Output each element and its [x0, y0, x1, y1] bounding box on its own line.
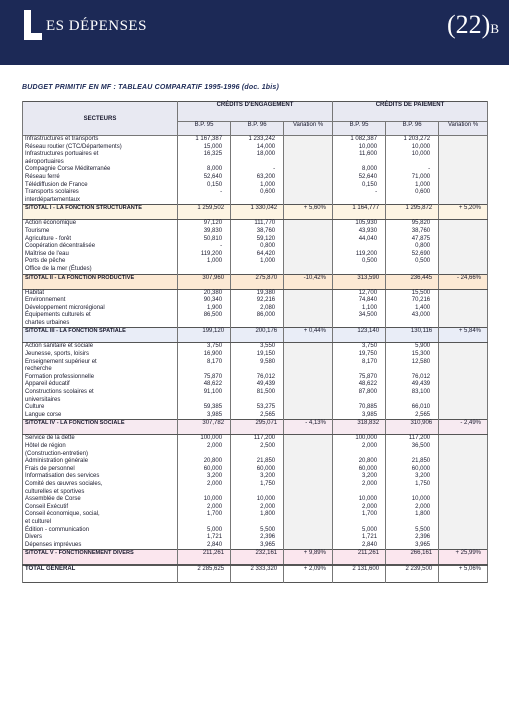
subtotal-evar: -10,42% [284, 274, 333, 289]
section-5-e96: 117,200 2,500 21,850 60,000 3,200 1,750 10,000 2,000 1,800 5,500 2,396 3,965 [231, 435, 284, 550]
budget-table [22, 101, 488, 583]
subtotal-pvar: - 24,66% [439, 274, 488, 289]
section-3-e95: 20,380 90,340 1,900 86,500 [177, 289, 230, 328]
subtotal-e96: 232,161 [231, 550, 284, 565]
section-1-p96: 1 203,272 10,000 10,000 - 71,000 1,000 0,600 [386, 136, 439, 205]
header-e-bp96: B.P. 96 [231, 122, 284, 136]
section-2-p95: 105,930 43,930 44,040 119,200 0,500 [332, 220, 385, 274]
section-2-p96: 95,820 38,760 47,875 0,800 52,690 0,500 [386, 220, 439, 274]
subtotal-p96: 130,116 [386, 328, 439, 343]
section-3-rows [23, 289, 488, 328]
subtotal-pvar: + 5,20% [439, 205, 488, 220]
subtotal-p95: 1 164,777 [332, 205, 385, 220]
total-pvar: + 5,06% [439, 565, 488, 583]
subtotal-label: S/TOTAL IV - LA FONCTION SOCIALE [23, 420, 178, 435]
section-4-e95: 3,750 16,900 8,170 75,870 48,622 91,100 59,385 3,985 [177, 343, 230, 420]
document-title: BUDGET PRIMITIF EN MF : TABLEAU COMPARATIF 1995-1996 (doc. 1bis) [22, 84, 280, 91]
total-e96: 2 333,320 [231, 565, 284, 583]
subtotal-row-5 [23, 550, 488, 565]
subtotal-p95: 211,261 [332, 550, 385, 565]
header-title: ES DÉPENSES [46, 18, 147, 34]
subtotal-e96: 1 330,042 [231, 205, 284, 220]
header-p-bp95: B.P. 95 [332, 122, 385, 136]
section-5-e95: 100,000 2,000 20,800 60,000 3,200 2,000 10,000 2,000 1,700 5,000 1,721 2,840 [177, 435, 230, 550]
section-2-e95: 97,120 39,830 50,810 - 119,200 1,000 [177, 220, 230, 274]
header-secteurs: SECTEURS [23, 102, 178, 136]
section-4-rows [23, 343, 488, 420]
subtotal-row-3 [23, 328, 488, 343]
subtotal-p95: 123,140 [332, 328, 385, 343]
subtotal-e95: 307,782 [177, 420, 230, 435]
section-1-p95: 1 082,387 10,000 11,600 8,000 52,640 0,150 - [332, 136, 385, 205]
total-e95: 2 285,625 [177, 565, 230, 583]
subtotal-p96: 1 295,872 [386, 205, 439, 220]
subtotal-e95: 1 259,502 [177, 205, 230, 220]
page-number: (22)B [447, 10, 499, 39]
subtotal-pvar: + 5,84% [439, 328, 488, 343]
section-5-labels: Service de la dette Hôtel de région (Construction-entretien) Administration générale Frais de personnel Informatisation des services Comité des œuvres sociales, culturelles et sportives Assemblée de Corse Conseil Exécutif Conseil économique, social, et culturel Édition - communication Divers Dépenses imprévues [23, 435, 178, 550]
section-1-labels: Infrastructures et transports Réseau routier (CTC/Départements) Infrastructures portuaires et aéroportuaires Compagnie Corse Méditerranée Réseau ferré Télédiffusion de France Transports scolaires interdépartementaux [23, 136, 178, 205]
section-1-e96: 1 233,242 14,000 18,000 - 63,200 1,000 0,600 [231, 136, 284, 205]
section-3-p95: 12,700 74,840 1,100 34,500 [332, 289, 385, 328]
page-header [0, 0, 509, 65]
section-1-e95: 1 167,387 15,000 16,325 8,000 52,640 0,150 - [177, 136, 230, 205]
subtotal-p96: 236,445 [386, 274, 439, 289]
subtotal-e96: 200,176 [231, 328, 284, 343]
subtotal-evar: - 4,13% [284, 420, 333, 435]
section-2-e96: 111,770 38,760 59,120 0,800 64,420 1,000 [231, 220, 284, 274]
subtotal-label: S/TOTAL II - LA FONCTION PRODUCTIVE [23, 274, 178, 289]
section-1-rows [23, 136, 488, 205]
header-e-variation: Variation % [284, 122, 333, 136]
header-credits-engagement: CRÉDITS D'ENGAGEMENT [177, 102, 332, 122]
subtotal-evar: + 9,89% [284, 550, 333, 565]
header-credits-paiement: CRÉDITS DE PAIEMENT [332, 102, 487, 122]
subtotal-evar: + 0,44% [284, 328, 333, 343]
subtotal-label: S/TOTAL I - LA FONCTION STRUCTURANTE [23, 205, 178, 220]
section-5-p96: 117,200 36,500 21,850 60,000 3,200 1,750 10,000 2,000 1,800 5,500 2,396 3,965 [386, 435, 439, 550]
section-5-rows [23, 435, 488, 550]
subtotal-label: S/TOTAL V - FONCTIONNEMENT DIVERS [23, 550, 178, 565]
subtotal-e96: 275,870 [231, 274, 284, 289]
subtotal-e96: 295,071 [231, 420, 284, 435]
subtotal-e95: 199,120 [177, 328, 230, 343]
subtotal-e95: 307,960 [177, 274, 230, 289]
subtotal-p96: 266,161 [386, 550, 439, 565]
total-evar: + 2,09% [284, 565, 333, 583]
header-p-variation: Variation % [439, 122, 488, 136]
section-4-p95: 3,750 19,750 8,170 75,870 48,622 87,800 70,885 3,985 [332, 343, 385, 420]
total-row [23, 565, 488, 583]
section-4-e96: 3,550 19,150 9,580 76,012 49,439 81,500 53,275 2,565 [231, 343, 284, 420]
subtotal-label: S/TOTAL III - LA FONCTION SPATIALE [23, 328, 178, 343]
section-2-labels: Action économique Tourisme Agriculture - forêt Coopération décentralisée Maîtrise de l'eau Ports de pêche Office de la mer (Études) [23, 220, 178, 274]
section-5-p95: 100,000 2,000 20,800 60,000 3,200 2,000 10,000 2,000 1,700 5,000 1,721 2,840 [332, 435, 385, 550]
section-2-rows [23, 220, 488, 274]
section-3-p96: 15,500 70,216 1,400 43,000 [386, 289, 439, 328]
subtotal-row-4 [23, 420, 488, 435]
section-3-e96: 19,380 92,216 2,080 86,000 [231, 289, 284, 328]
subtotal-row-2 [23, 274, 488, 289]
total-p96: 2 239,500 [386, 565, 439, 583]
subtotal-evar: + 5,60% [284, 205, 333, 220]
section-4-p96: 5,900 15,300 12,580 76,012 49,439 83,100 66,010 2,565 [386, 343, 439, 420]
subtotal-pvar: + 25,99% [439, 550, 488, 565]
header-e-bp95: B.P. 95 [177, 122, 230, 136]
section-4-labels: Action sanitaire et sociale Jeunesse, sports, loisirs Enseignement supérieur et recherche Formation professionnelle Appareil éducatif Constructions scolaires et universitaires Culture Langue corse [23, 343, 178, 420]
section-3-labels: Habitat Environnement Développement microrégional Équipements culturels et chartes urbaines [23, 289, 178, 328]
subtotal-pvar: - 2,49% [439, 420, 488, 435]
total-label: TOTAL GÉNÉRAL [23, 565, 178, 583]
logo-letter-l [24, 10, 42, 40]
subtotal-p95: 318,832 [332, 420, 385, 435]
subtotal-row-1 [23, 205, 488, 220]
total-p95: 2 131,600 [332, 565, 385, 583]
subtotal-e95: 211,261 [177, 550, 230, 565]
subtotal-p95: 313,590 [332, 274, 385, 289]
subtotal-p96: 310,906 [386, 420, 439, 435]
header-p-bp96: B.P. 96 [386, 122, 439, 136]
